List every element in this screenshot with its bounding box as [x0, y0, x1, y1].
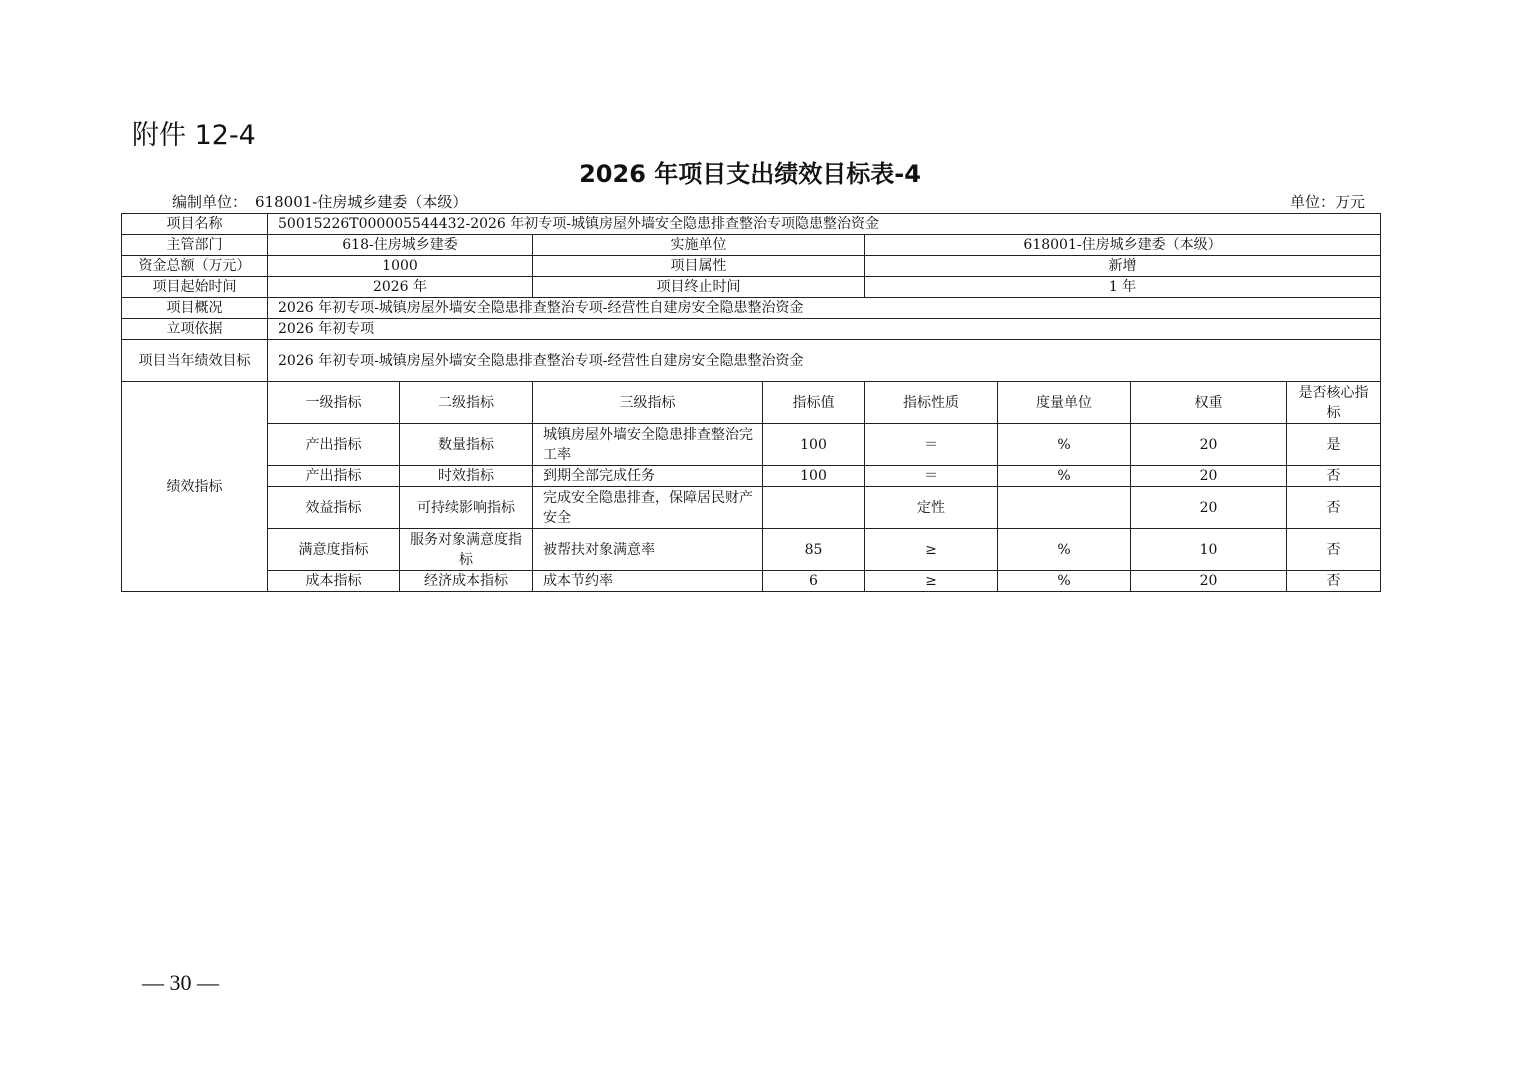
attr-value: 新增 [865, 256, 1381, 277]
goal-label: 项目当年绩效目标 [122, 340, 268, 382]
performance-target-table [121, 213, 1381, 592]
start-label: 项目起始时间 [122, 277, 268, 298]
header-unit: 度量单位 [998, 382, 1131, 424]
header-level2: 二级指标 [400, 382, 533, 424]
row-goal [122, 340, 1381, 382]
level1-cell: 产出指标 [268, 466, 400, 487]
basis-label: 立项依据 [122, 319, 268, 340]
level3-cell: 成本节约率 [533, 571, 763, 592]
level1-cell: 满意度指标 [268, 529, 400, 571]
unit-cell [998, 487, 1131, 529]
nature-cell: ≥ [865, 571, 998, 592]
unit-cell: % [998, 466, 1131, 487]
start-value: 2026 年 [268, 277, 533, 298]
core-cell: 否 [1287, 487, 1381, 529]
value-cell [763, 487, 865, 529]
header-nature: 指标性质 [865, 382, 998, 424]
compiler-info [172, 192, 467, 212]
indicator-header-row [122, 382, 1381, 424]
level2-cell: 数量指标 [400, 424, 533, 466]
value-cell: 6 [763, 571, 865, 592]
fund-value: 1000 [268, 256, 533, 277]
compiler-label: 编制单位： [172, 193, 248, 211]
row-department [122, 235, 1381, 256]
row-project-name [122, 214, 1381, 235]
end-value: 1 年 [865, 277, 1381, 298]
header-level1: 一级指标 [268, 382, 400, 424]
page-number: — 30 — [142, 970, 219, 995]
dept-value: 618-住房城乡建委 [268, 235, 533, 256]
weight-cell: 20 [1131, 487, 1287, 529]
level2-cell: 可持续影响指标 [400, 487, 533, 529]
weight-cell: 20 [1131, 466, 1287, 487]
row-overview [122, 298, 1381, 319]
indicator-section-label: 绩效指标 [122, 382, 268, 592]
unit-cell: % [998, 529, 1131, 571]
impl-value: 618001-住房城乡建委（本级） [865, 235, 1381, 256]
core-cell: 否 [1287, 529, 1381, 571]
goal-value: 2026 年初专项-城镇房屋外墙安全隐患排查整治专项-经营性自建房安全隐患整治资金 [268, 340, 1381, 382]
row-basis [122, 319, 1381, 340]
overview-value: 2026 年初专项-城镇房屋外墙安全隐患排查整治专项-经营性自建房安全隐患整治资金 [268, 298, 1381, 319]
table-row [122, 487, 1381, 529]
level1-cell: 成本指标 [268, 571, 400, 592]
unit-cell: % [998, 571, 1131, 592]
table-row [122, 466, 1381, 487]
core-cell: 否 [1287, 571, 1381, 592]
unit-label: 单位：万元 [1290, 193, 1366, 211]
nature-cell: ＝ [865, 466, 998, 487]
end-label: 项目终止时间 [533, 277, 865, 298]
nature-cell: 定性 [865, 487, 998, 529]
project-name-label: 项目名称 [122, 214, 268, 235]
compiler-value: 618001-住房城乡建委（本级） [255, 193, 468, 211]
header-weight: 权重 [1131, 382, 1287, 424]
core-cell: 否 [1287, 466, 1381, 487]
level2-cell: 时效指标 [400, 466, 533, 487]
row-period [122, 277, 1381, 298]
dept-label: 主管部门 [122, 235, 268, 256]
row-fund [122, 256, 1381, 277]
level3-cell: 城镇房屋外墙安全隐患排查整治完工率 [533, 424, 763, 466]
level2-cell: 服务对象满意度指标 [400, 529, 533, 571]
project-name-value: 50015226T000005544432-2026 年初专项-城镇房屋外墙安全隐患排查整治专项隐患整治资金 [268, 214, 1381, 235]
header-core: 是否核心指标 [1287, 382, 1381, 424]
page-title: 2026 年项目支出绩效目标表-4 [579, 160, 921, 188]
overview-label: 项目概况 [122, 298, 268, 319]
weight-cell: 20 [1131, 424, 1287, 466]
header-value: 指标值 [763, 382, 865, 424]
table-row [122, 529, 1381, 571]
value-cell: 100 [763, 424, 865, 466]
attachment-label: 附件 12-4 [132, 120, 256, 151]
attr-label: 项目属性 [533, 256, 865, 277]
impl-label: 实施单位 [533, 235, 865, 256]
unit-cell: % [998, 424, 1131, 466]
fund-label: 资金总额（万元） [122, 256, 268, 277]
level1-cell: 效益指标 [268, 487, 400, 529]
table-row [122, 424, 1381, 466]
weight-cell: 20 [1131, 571, 1287, 592]
nature-cell: ＝ [865, 424, 998, 466]
level3-cell: 被帮扶对象满意率 [533, 529, 763, 571]
core-cell: 是 [1287, 424, 1381, 466]
value-cell: 85 [763, 529, 865, 571]
level3-cell: 到期全部完成任务 [533, 466, 763, 487]
level3-cell: 完成安全隐患排查，保障居民财产安全 [533, 487, 763, 529]
value-cell: 100 [763, 466, 865, 487]
nature-cell: ≥ [865, 529, 998, 571]
level2-cell: 经济成本指标 [400, 571, 533, 592]
table-row [122, 571, 1381, 592]
level1-cell: 产出指标 [268, 424, 400, 466]
weight-cell: 10 [1131, 529, 1287, 571]
basis-value: 2026 年初专项 [268, 319, 1381, 340]
header-level3: 三级指标 [533, 382, 763, 424]
